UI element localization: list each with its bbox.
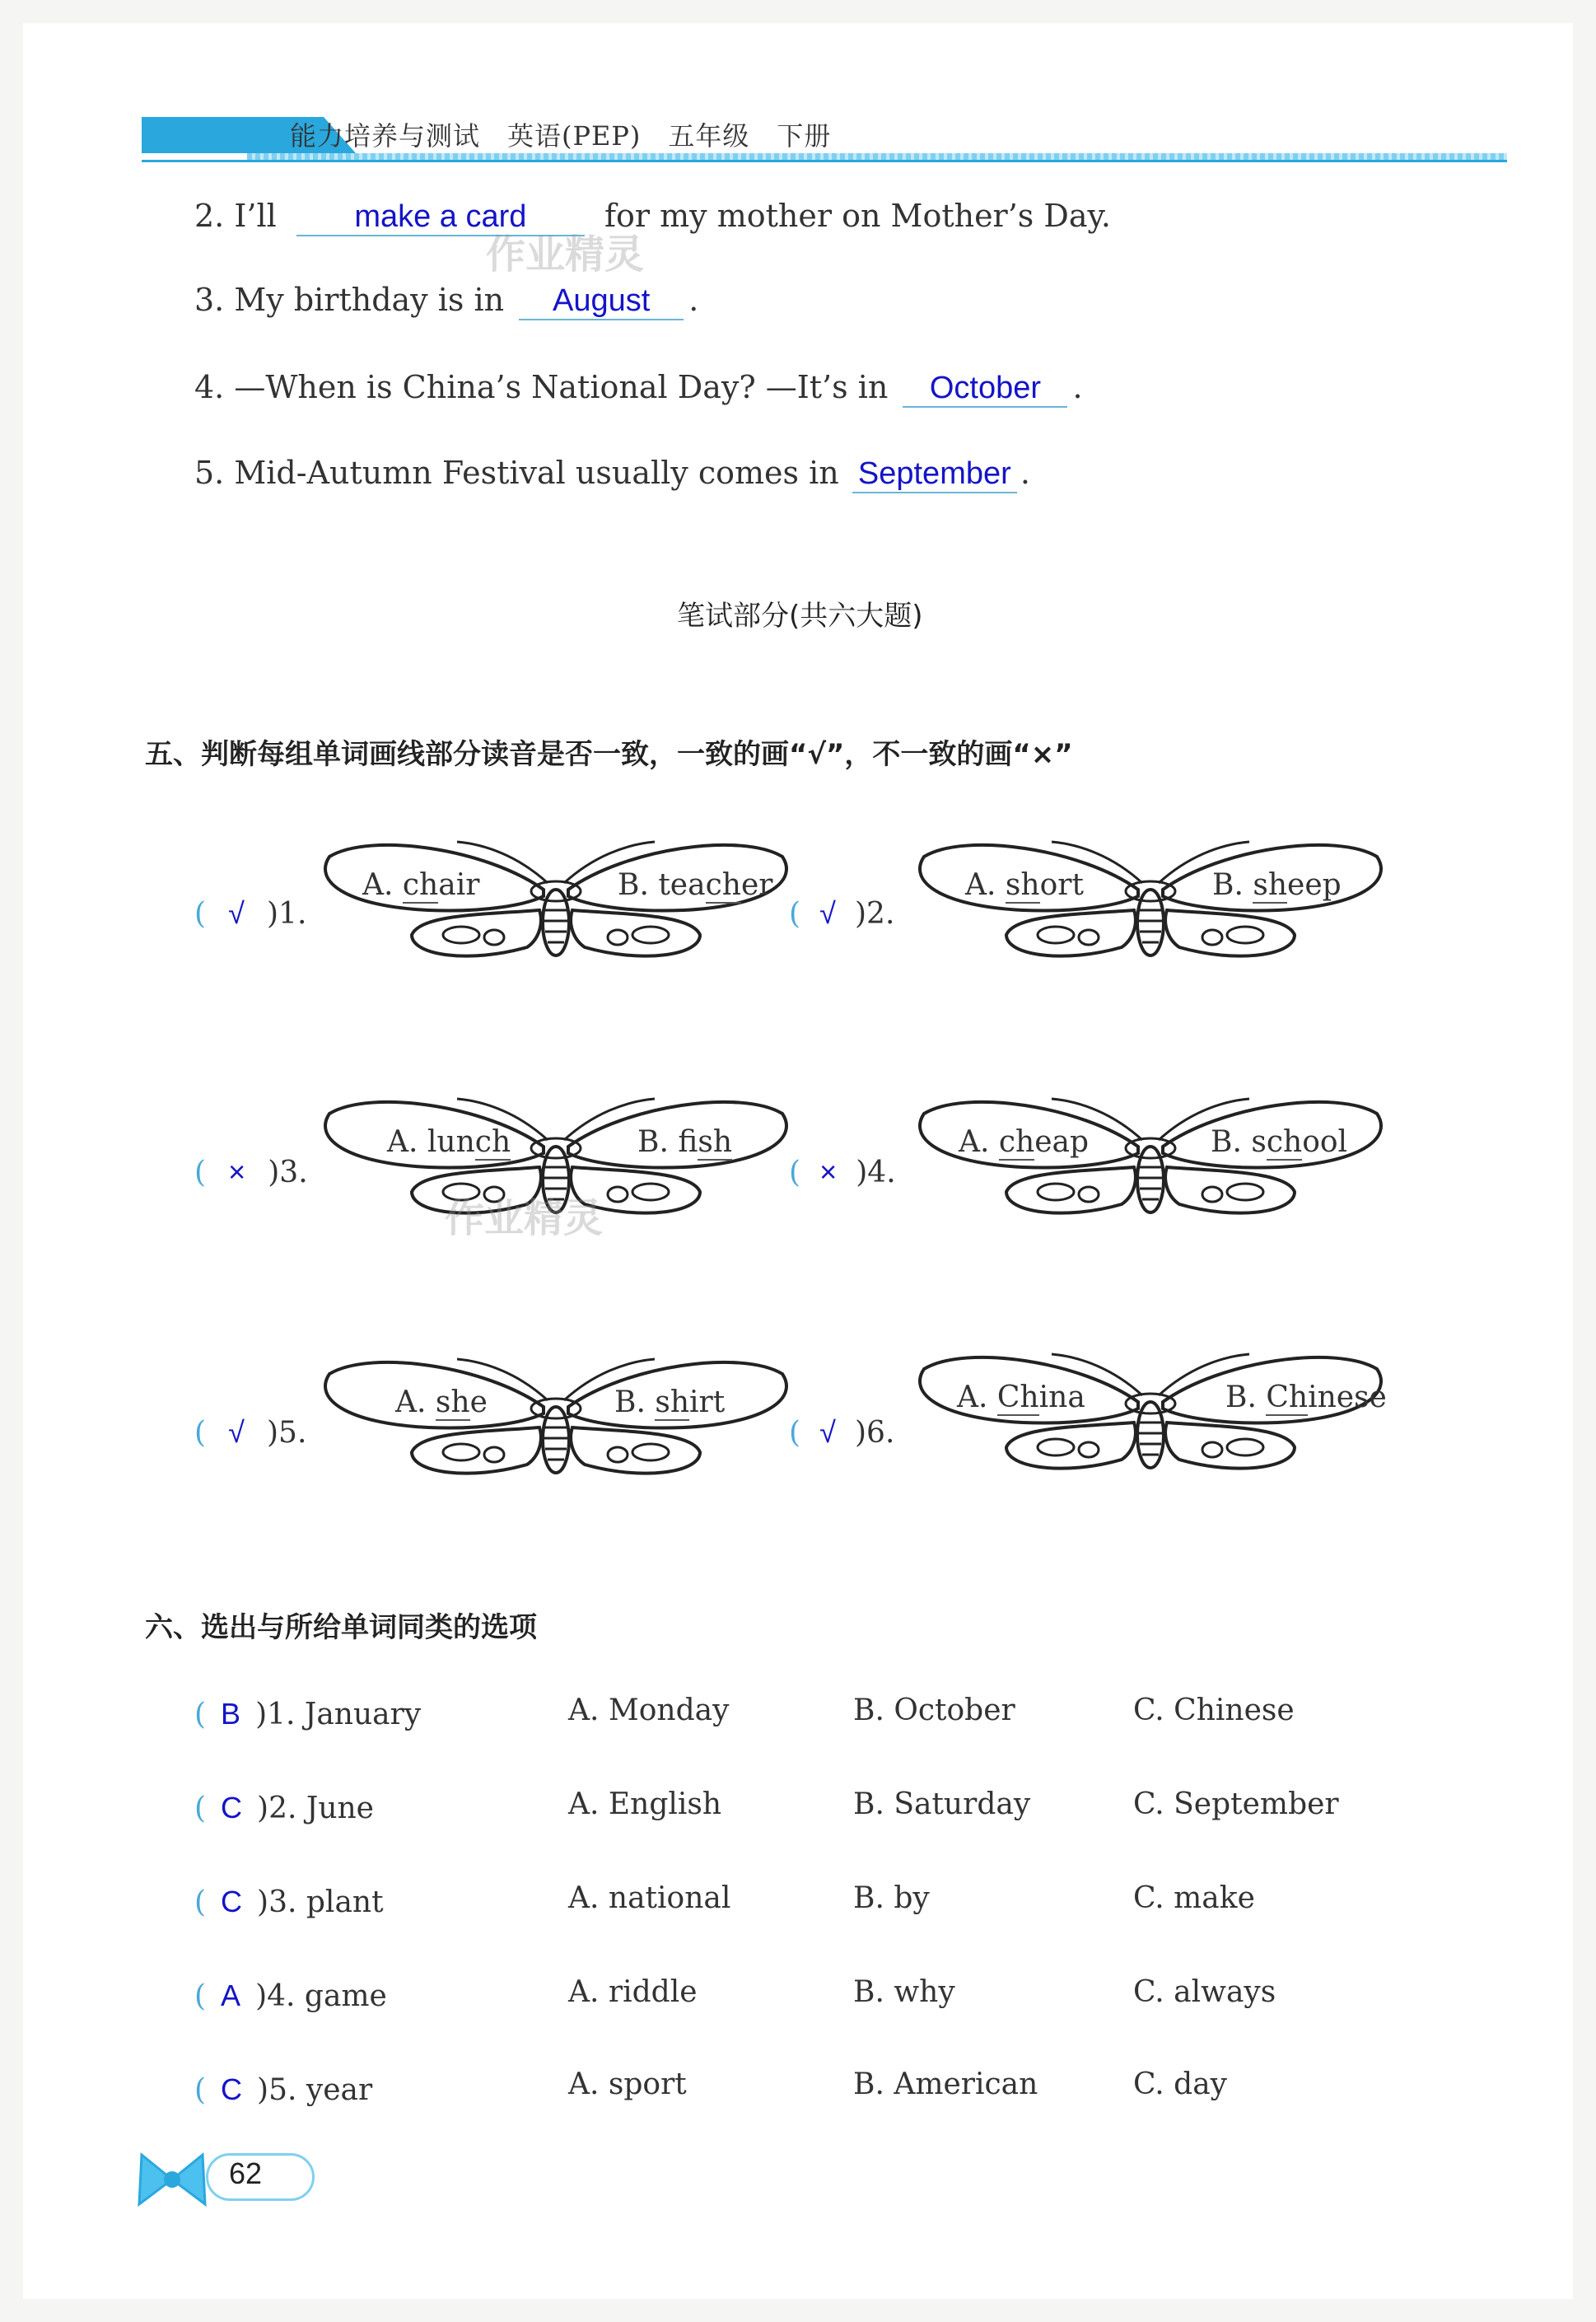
fill-in-item-2: 2. I’ll make a card for my mother on Mother’s Day. bbox=[194, 198, 1111, 236]
word-a: A. lunch bbox=[387, 1125, 511, 1159]
option-c: C. Chinese bbox=[1133, 1694, 1295, 1727]
option-a: A. English bbox=[568, 1787, 722, 1821]
choice-item-3: ( C )3. plant bbox=[194, 1885, 384, 1919]
judge-item-5: ( √ )5. bbox=[194, 1415, 307, 1450]
option-a: A. riddle bbox=[568, 1975, 698, 2009]
fill-in-item-3: 3. My birthday is in August . bbox=[194, 282, 698, 320]
option-c: C. always bbox=[1133, 1975, 1276, 2009]
judge-item-4: ( × )4. bbox=[789, 1155, 896, 1189]
header-title: 能力培养与测试 英语(PEP) 五年级 下册 bbox=[290, 120, 832, 152]
answer-choice[interactable]: B bbox=[221, 1697, 241, 1731]
answer-mark[interactable]: √ bbox=[228, 896, 245, 930]
answer-mark[interactable]: √ bbox=[819, 896, 836, 930]
butterfly-illustration bbox=[321, 832, 791, 976]
word-b: B. Chinese bbox=[1225, 1381, 1387, 1414]
answer-blank[interactable]: August bbox=[519, 283, 684, 320]
section5-title: 五、判断每组单词画线部分读音是否一致，一致的画“√”，不一致的画“×” bbox=[145, 738, 1073, 771]
option-b: B. October bbox=[853, 1694, 1015, 1727]
watermark: 作业精灵 bbox=[445, 1195, 604, 1241]
option-c: C. day bbox=[1133, 2067, 1227, 2101]
answer-choice[interactable]: C bbox=[221, 1885, 243, 1918]
word-b: B. fish bbox=[637, 1125, 733, 1159]
choice-item-2: ( C )2. June bbox=[194, 1791, 374, 1825]
bow-icon bbox=[135, 2147, 209, 2212]
choice-item-5: ( C )5. year bbox=[194, 2072, 373, 2107]
header-dotted-line bbox=[247, 153, 1507, 160]
word-b: B. shirt bbox=[614, 1385, 726, 1419]
word-a: A. chair bbox=[362, 868, 480, 902]
butterfly-illustration bbox=[916, 832, 1385, 976]
option-a: A. Monday bbox=[568, 1694, 730, 1727]
answer-choice[interactable]: A bbox=[221, 1979, 241, 2012]
answer-mark[interactable]: √ bbox=[228, 1415, 245, 1449]
answer-blank[interactable]: September bbox=[852, 456, 1017, 493]
judge-item-1: ( √ )1. bbox=[194, 896, 307, 931]
header-rule bbox=[142, 160, 1507, 162]
butterfly-illustration bbox=[916, 1089, 1385, 1233]
word-b: B. sheep bbox=[1212, 868, 1342, 902]
word-b: B. teacher bbox=[618, 868, 773, 902]
section6-title: 六、选出与所给单词同类的选项 bbox=[145, 1611, 537, 1644]
answer-choice[interactable]: C bbox=[221, 2072, 243, 2106]
word-a: A. short bbox=[965, 868, 1084, 902]
fill-in-item-5: 5. Mid-Autumn Festival usually comes in September . bbox=[194, 455, 1030, 493]
answer-mark[interactable]: × bbox=[819, 1155, 838, 1189]
word-b: B. school bbox=[1211, 1125, 1348, 1159]
choice-item-4: ( A )4. game bbox=[194, 1979, 387, 2013]
page-number: 62 bbox=[229, 2156, 263, 2190]
butterfly-illustration bbox=[916, 1344, 1410, 1488]
word-a: A. she bbox=[395, 1385, 488, 1419]
option-a: A. national bbox=[568, 1881, 731, 1915]
option-c: C. make bbox=[1133, 1881, 1255, 1915]
answer-blank[interactable]: make a card bbox=[296, 199, 585, 236]
written-section-title: 笔试部分(共六大题) bbox=[677, 600, 923, 633]
answer-choice[interactable]: C bbox=[221, 1791, 243, 1824]
option-b: B. why bbox=[853, 1975, 955, 2009]
butterfly-illustration bbox=[321, 1349, 791, 1493]
choice-item-1: ( B )1. January bbox=[194, 1697, 422, 1731]
answer-blank[interactable]: October bbox=[903, 371, 1067, 408]
option-a: A. sport bbox=[568, 2067, 687, 2101]
option-c: C. September bbox=[1133, 1787, 1339, 1821]
answer-mark[interactable]: √ bbox=[819, 1415, 836, 1449]
word-a: A. cheap bbox=[959, 1125, 1090, 1159]
watermark: 作业精灵 bbox=[486, 231, 645, 278]
answer-mark[interactable]: × bbox=[228, 1155, 246, 1189]
option-b: B. Saturday bbox=[853, 1787, 1031, 1821]
option-b: B. by bbox=[853, 1881, 930, 1915]
judge-item-3: ( × )3. bbox=[194, 1155, 308, 1189]
judge-item-2: ( √ )2. bbox=[789, 896, 895, 931]
option-b: B. American bbox=[853, 2067, 1038, 2101]
fill-in-item-4: 4. —When is China’s National Day? —It’s in October . bbox=[194, 369, 1083, 408]
judge-item-6: ( √ )6. bbox=[789, 1415, 895, 1450]
word-a: A. China bbox=[957, 1381, 1085, 1414]
